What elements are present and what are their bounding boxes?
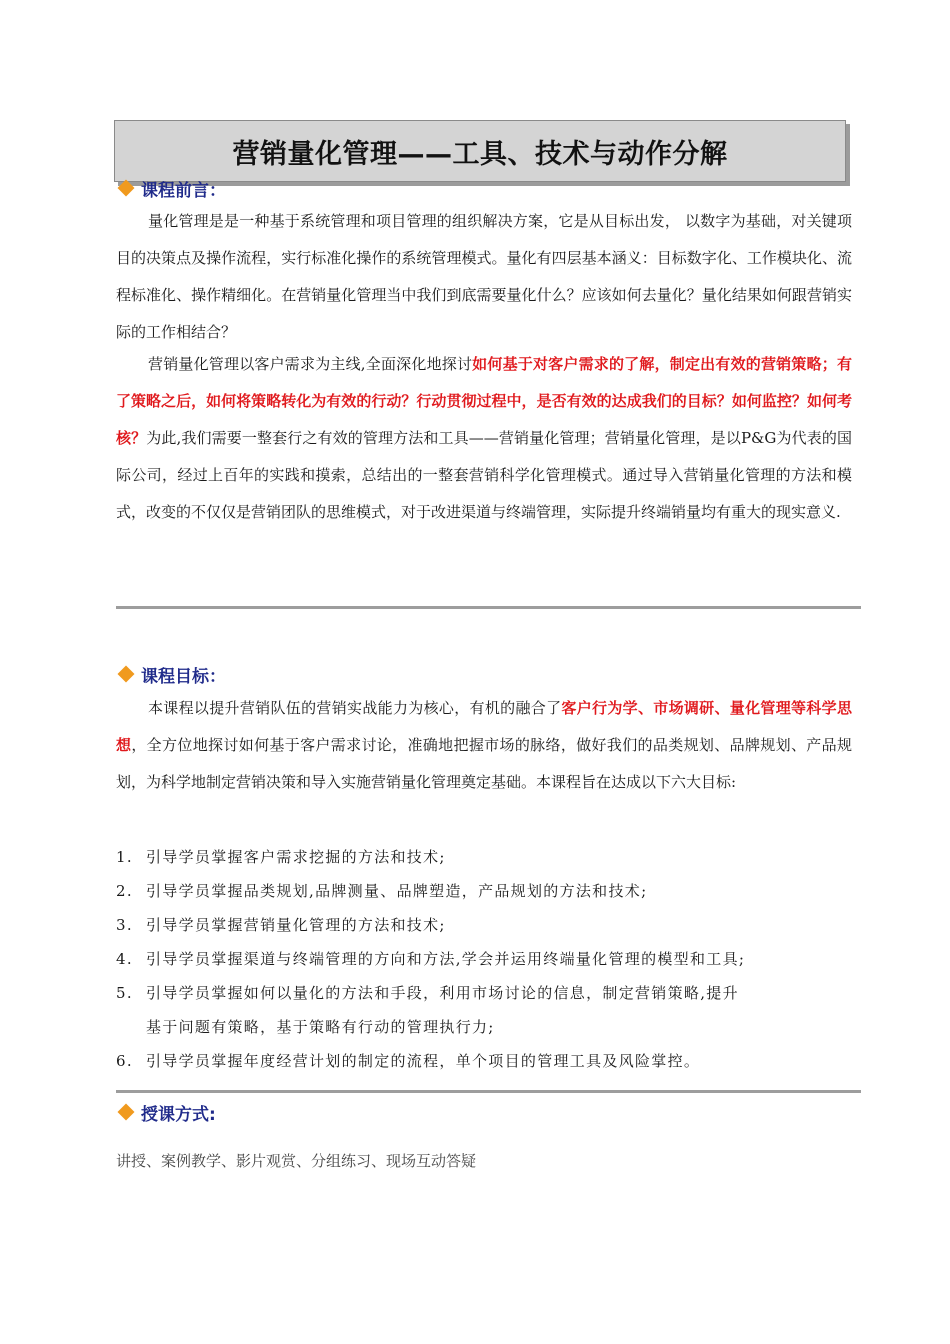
page-title: 营销量化管理——工具、技术与动作分解 (232, 138, 728, 170)
list-item: 1. 引导学员掌握客户需求挖掘的方法和技术; (116, 848, 446, 866)
divider (116, 1090, 861, 1093)
diamond-bullet-icon (118, 1104, 135, 1121)
list-item: 4. 引导学员掌握渠道与终端管理的方向和方法,学会并运用终端量化管理的模型和工具; (116, 950, 746, 968)
list-item: 6. 引导学员掌握年度经营计划的制定的流程，单个项目的管理工具及风险掌控。 (116, 1052, 701, 1070)
goals-p-rest: ，全方位地探讨如何基于客户需求讨论，准确地把握市场的脉络，做好我们的品类规划、品牌规划、产品规划，为科学地制定营销决策和导入实施营销量化管理奠定基础。本课程旨在达成以下六大目标: (116, 736, 852, 791)
diamond-bullet-icon (118, 666, 135, 683)
goals-heading-text: 课程目标： (141, 666, 226, 687)
goals-p-highlight: 客户行为学、市场调研、量化管理等科学思想 (116, 699, 852, 754)
goals-paragraph (116, 690, 852, 801)
list-item-continuation: 基于问题有策略，基于策略有行动的管理执行力; (146, 1018, 495, 1036)
preface-p2-highlight: 如何基于对客户需求的了解，制定出有效的营销策略；有了策略之后，如何将策略转化为有效的行动？行动贯彻过程中，是否有效的达成我们的目标？如何监控？如何考核？ (116, 355, 852, 447)
goals-heading (118, 662, 226, 686)
divider (116, 606, 861, 609)
method-text: 讲授、案例教学、影片观赏、分组练习、现场互动答疑 (116, 1152, 477, 1170)
goals-list (116, 840, 856, 1078)
method-heading (118, 1100, 216, 1124)
method-heading-text: 授课方式: (141, 1104, 216, 1125)
list-item: 2. 引导学员掌握品类规划,品牌测量、品牌塑造，产品规划的方法和技术; (116, 882, 648, 900)
preface-p2-rest: 为此,我们需要一整套行之有效的管理方法和工具——营销量化管理；营销量化管理，是以P&G为代表的国际公司，经过上百年的实践和摸索，总结出的一整套营销科学化管理模式。通过导入营销量化管理的方法和模式，改变的不仅仅是营销团队的思维模式，对于改进渠道与终端管理，实际提升终端销量均有重大的现实意义. (116, 429, 852, 521)
preface-p2-intro: 营销量化管理以客户需求为主线,全面深化地探讨 (148, 355, 473, 373)
preface-paragraph-1: 量化管理是是一种基于系统管理和项目管理的组织解决方案，它是从目标出发， 以数字为基础，对关键项目的决策点及操作流程，实行标准化操作的系统管理模式。量化有四层基本涵义：目标数字化、工作模块化、流程标准化、操作精细化。在营销量化管理当中我们到底需要量化什么？应该如何去量化？量化结果如何跟营销实际的工作相结合？ (116, 212, 852, 341)
goals-p-intro: 本课程以提升营销队伍的营销实战能力为核心，有机的融合了 (148, 699, 562, 717)
list-item: 5. 引导学员掌握如何以量化的方法和手段，利用市场讨论的信息，制定营销策略,提升 (116, 984, 739, 1002)
title-banner (114, 120, 846, 182)
preface-heading-text: 课程前言： (141, 180, 226, 201)
preface-paragraph-2 (116, 346, 852, 531)
diamond-bullet-icon (118, 180, 135, 197)
preface-heading (118, 176, 226, 200)
list-item: 3. 引导学员掌握营销量化管理的方法和技术; (116, 916, 446, 934)
